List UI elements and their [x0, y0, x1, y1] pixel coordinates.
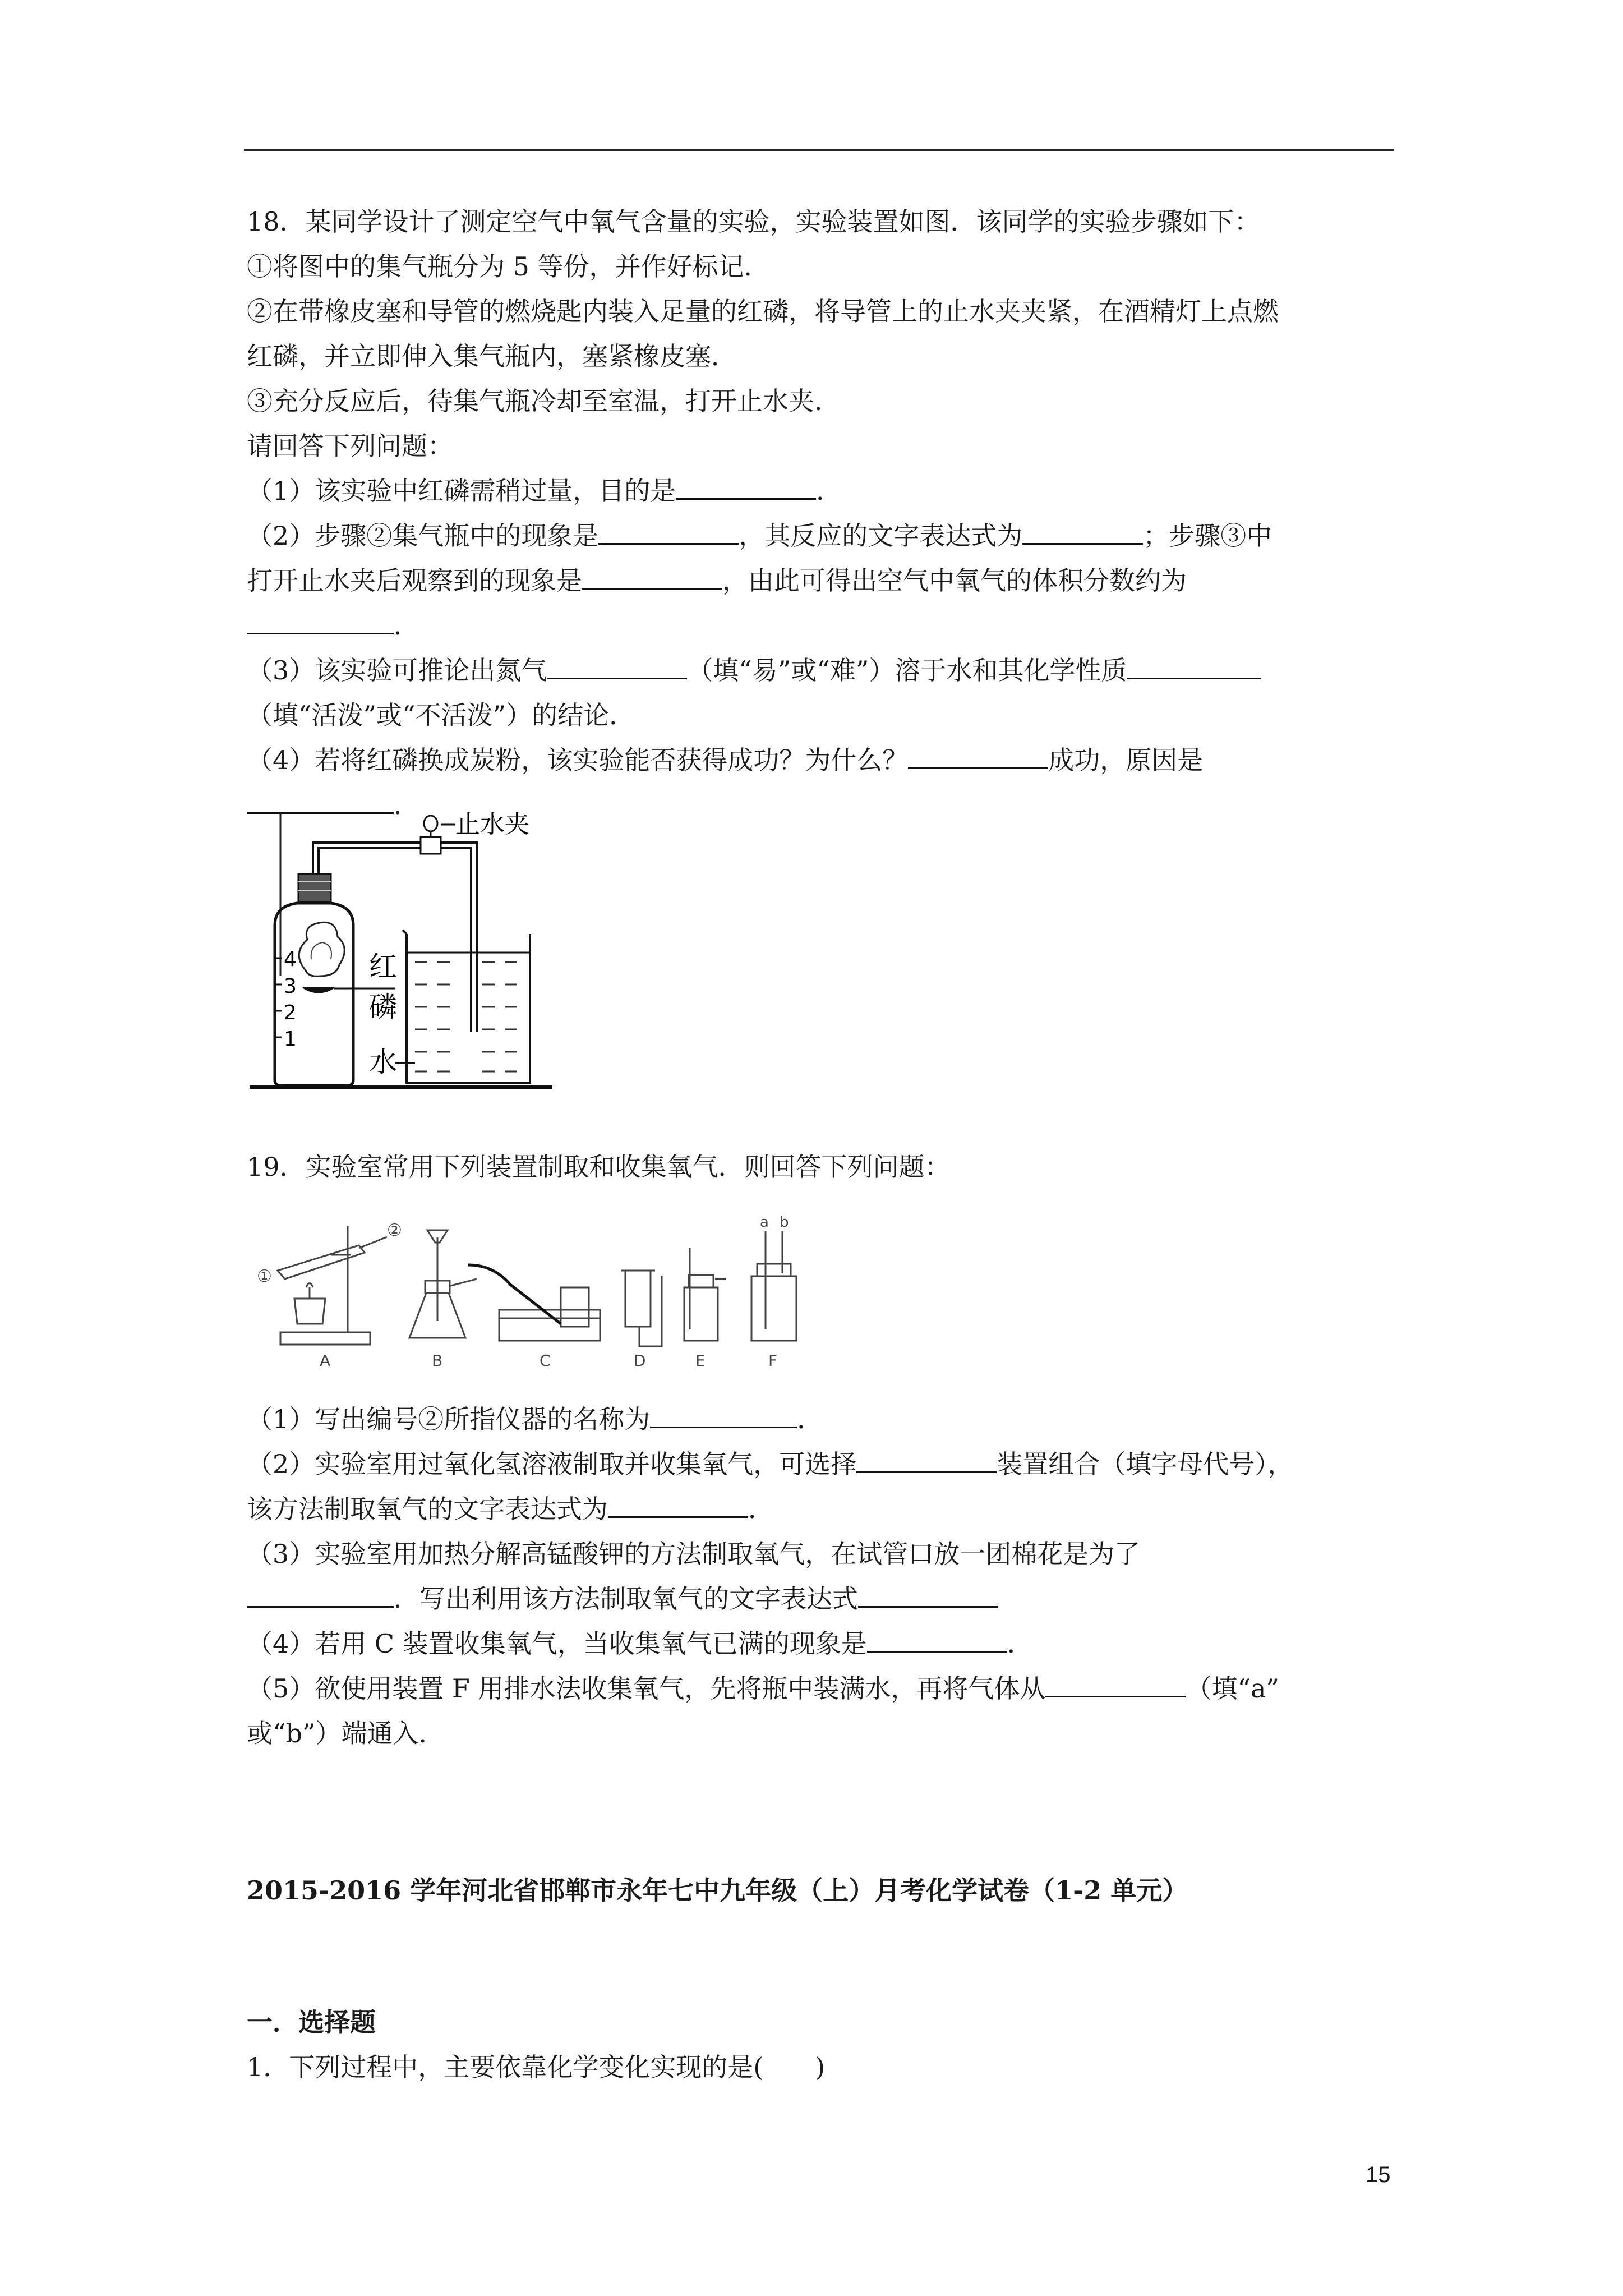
q19-intro: 19．实验室常用下列装置制取和收集氧气．则回答下列问题：: [247, 1152, 951, 1182]
answer-blank[interactable]: [247, 1577, 394, 1608]
q19-part5-cont: 或“b”）端通入．: [247, 1718, 445, 1749]
q19-part3-cont: ．写出利用该方法制取氧气的文字表达式: [247, 1576, 1394, 1621]
answer-blank[interactable]: [856, 1442, 997, 1473]
q18-part2: （2）步骤②集气瓶中的现象是 ，其反应的文字表达式为 ；步骤③中: [247, 513, 1394, 558]
answer-blank[interactable]: [608, 1487, 748, 1518]
port-a-label: a: [760, 1214, 769, 1231]
oxygen-content-apparatus-figure: [247, 808, 572, 1094]
answer-blank[interactable]: [867, 1622, 1007, 1653]
page-number: 15: [1366, 2162, 1391, 2187]
answer-blank[interactable]: [1045, 1667, 1186, 1697]
q19-part3: （3）实验室用加热分解高锰酸钾的方法制取氧气，在试管口放一团棉花是为了: [247, 1539, 1141, 1569]
q19-part1: （1）写出编号②所指仪器的名称为 ．: [247, 1397, 1394, 1442]
q18-step2b: 红磷，并立即伸入集气瓶内，塞紧橡皮塞．: [247, 341, 737, 371]
label-c: C: [540, 1351, 551, 1370]
answer-blank[interactable]: [582, 559, 722, 590]
answer-blank[interactable]: [650, 1397, 797, 1428]
svg-text:4: 4: [284, 948, 297, 971]
q19-part4: （4）若用 C 装置收集氧气，当收集氧气已满的现象是 ．: [247, 1621, 1394, 1666]
mark-2: ②: [387, 1221, 402, 1240]
mark-1: ①: [257, 1267, 272, 1286]
question-19-parts: [247, 1397, 1394, 1756]
q18-part4-end: ．: [247, 783, 1394, 827]
svg-text:2: 2: [284, 1001, 297, 1024]
q18-step2a: ②在带橡皮塞和导管的燃烧匙内装入足量的红磷，将导管上的止水夹夹紧，在酒精灯上点燃: [247, 296, 1279, 326]
label-e: E: [695, 1351, 706, 1370]
q18-part3: （3）该实验可推论出氮气 （填“易”或“难”）溶于水和其化学性质: [247, 648, 1394, 693]
section-title: 一．选择题: [247, 2007, 376, 2037]
answer-blank[interactable]: [247, 604, 394, 634]
answer-blank[interactable]: [598, 514, 739, 545]
q18-part3-cont: （填“活泼”或“不活泼”）的结论．: [247, 700, 635, 730]
section-choice: [247, 2000, 1394, 2090]
q18-part2-end: ．: [247, 603, 1394, 648]
q18-step3: ③充分反应后，待集气瓶冷却至室温，打开止水夹．: [247, 386, 840, 416]
question-19-intro: [247, 1144, 1394, 1189]
answer-blank[interactable]: [1127, 648, 1261, 679]
q18-step1: ①将图中的集气瓶分为 5 等份，并作好标记．: [247, 251, 770, 282]
svg-text:1: 1: [284, 1028, 297, 1051]
lab-apparatus-figure: [247, 1209, 875, 1377]
q19-part2: （2）实验室用过氧化氢溶液制取并收集氧气，可选择 装置组合（填字母代号），: [247, 1442, 1394, 1487]
answer-blank[interactable]: [858, 1577, 998, 1608]
q18-part4: （4）若将红磷换成炭粉，该实验能否获得成功？为什么？ 成功，原因是: [247, 738, 1394, 783]
label-b: B: [432, 1351, 443, 1370]
q18-ask: 请回答下列问题：: [247, 431, 453, 461]
answer-blank[interactable]: [676, 469, 816, 500]
clamp-label: 止水夹: [455, 810, 529, 839]
q19-part2-cont: 该方法制取氧气的文字表达式为 ．: [247, 1487, 1394, 1531]
answer-blank[interactable]: [547, 648, 687, 679]
label-a: A: [320, 1351, 331, 1370]
answer-blank[interactable]: [1022, 514, 1143, 545]
exam-header: [247, 1868, 1394, 1913]
exam-title: 2015-2016 学年河北省邯郸市永年七中九年级（上）月考化学试卷（1-2 单元）: [247, 1875, 1188, 1906]
port-b-label: b: [780, 1214, 789, 1231]
phosphorus-label-1: 红: [369, 950, 397, 983]
q19-part5: （5）欲使用装置 F 用排水法收集氧气，先将瓶中装满水，再将气体从 （填“a”: [247, 1666, 1394, 1711]
q18-part1: （1）该实验中红磷需稍过量，目的是 ．: [247, 468, 1394, 513]
q18-intro: 18．某同学设计了测定空气中氧气含量的实验，实验装置如图．该同学的实验步骤如下：: [247, 206, 1260, 237]
svg-text:3: 3: [284, 975, 297, 998]
answer-blank[interactable]: [908, 738, 1048, 769]
jar-scale-marks: [275, 948, 297, 1051]
q18-part2-cont: 打开止水夹后观察到的现象是 ，由此可得出空气中氧气的体积分数约为: [247, 558, 1394, 603]
label-d: D: [634, 1351, 646, 1370]
label-f: F: [768, 1351, 778, 1370]
choice-question-1: 1．下列过程中，主要依靠化学变化实现的是( ): [247, 2052, 826, 2082]
header-rule: [244, 149, 1394, 151]
water-label: 水: [369, 1046, 397, 1078]
question-18: [247, 199, 1394, 827]
phosphorus-label-2: 磷: [369, 991, 397, 1023]
